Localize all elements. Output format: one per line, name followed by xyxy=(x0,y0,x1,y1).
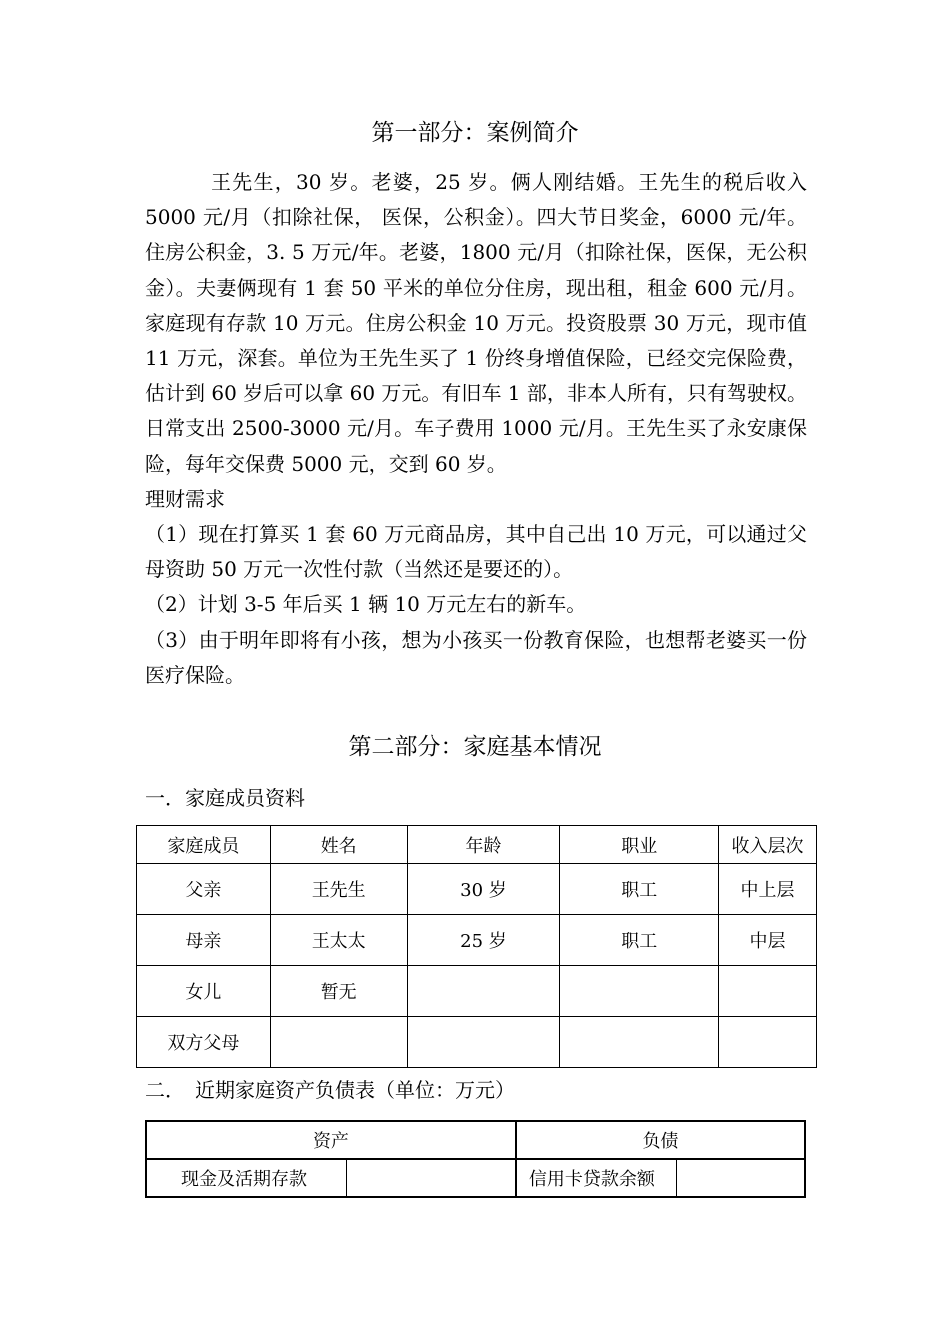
asset-value-cell xyxy=(346,1159,515,1197)
table-cell: 王太太 xyxy=(270,915,407,966)
table-row xyxy=(137,864,817,915)
case-intro-paragraph: 王先生，30 岁。老婆，25 岁。俩人刚结婚。王先生的税后收入 5000 元/月（扣除社保， 医保，公积金）。四大节日奖金，6000 元/年。住房公积金，3. 5 万元/年。老婆，1800 元/月（扣除社保，医保，无公积金）。夫妻俩现有 1 套 50 平米的单位分住房，现出租，租金 600 元/月。家庭现有存款 10 万元。住房公积金 10 万元。投资股票 30 万元，现市值 11 万元，深套。单位为王先生买了 1 份终身增值保险，已经交完保险费，估计到 60 岁后可以拿 60 万元。有旧车 1 部，非本人所有，只有驾驶权。日常支出 2500-3000 元/月。车子费用 1000 元/月。王先生买了永安康保险，每年交保费 5000 元，交到 60 岁。 xyxy=(145,170,807,476)
table-cell: 职工 xyxy=(560,915,719,966)
header-cell: 家庭成员 xyxy=(137,826,271,864)
header-cell: 年龄 xyxy=(407,826,560,864)
table-cell xyxy=(270,1017,407,1068)
need-item-2: （2）计划 3-5 年后买 1 辆 10 万元左右的新车。 xyxy=(145,592,587,617)
liabilities-header: 负债 xyxy=(516,1121,805,1159)
asset-label-cell: 现金及活期存款 xyxy=(146,1159,346,1197)
case-body xyxy=(145,165,807,693)
table-cell: 母亲 xyxy=(137,915,271,966)
assets-header: 资产 xyxy=(146,1121,516,1159)
family-members-table xyxy=(136,825,817,1068)
table-row xyxy=(137,1017,817,1068)
table-cell: 双方父母 xyxy=(137,1017,271,1068)
table-header-row xyxy=(137,826,817,864)
section-balance-label: 二． 近期家庭资产负债表（单位：万元） xyxy=(145,1078,515,1102)
balance-sheet-table xyxy=(145,1120,806,1198)
table-row xyxy=(146,1159,805,1197)
table-header-row xyxy=(146,1121,805,1159)
table-cell xyxy=(719,1017,817,1068)
table-cell: 父亲 xyxy=(137,864,271,915)
needs-heading: 理财需求 xyxy=(145,486,225,511)
table-cell: 30 岁 xyxy=(407,864,560,915)
table-cell: 中上层 xyxy=(719,864,817,915)
table-cell: 暂无 xyxy=(270,966,407,1017)
header-cell: 姓名 xyxy=(270,826,407,864)
table-cell: 王先生 xyxy=(270,864,407,915)
table-cell xyxy=(560,1017,719,1068)
table-cell xyxy=(719,966,817,1017)
need-item-3: （3）由于明年即将有小孩，想为小孩买一份教育保险，也想帮老婆买一份医疗保险。 xyxy=(145,627,807,687)
table-cell: 职工 xyxy=(560,864,719,915)
table-cell xyxy=(560,966,719,1017)
table-cell: 女儿 xyxy=(137,966,271,1017)
header-cell: 收入层次 xyxy=(719,826,817,864)
part2-title: 第二部分：家庭基本情况 xyxy=(348,734,602,760)
table-cell xyxy=(407,966,560,1017)
table-cell xyxy=(407,1017,560,1068)
need-item-1: （1）现在打算买 1 套 60 万元商品房，其中自己出 10 万元，可以通过父母资助 50 万元一次性付款（当然还是要还的）。 xyxy=(145,522,807,582)
header-cell: 职业 xyxy=(560,826,719,864)
part1-title: 第一部分：案例简介 xyxy=(371,120,579,146)
table-cell: 25 岁 xyxy=(407,915,560,966)
table-row xyxy=(137,915,817,966)
section-family-label: 一．家庭成员资料 xyxy=(145,786,305,810)
table-row xyxy=(137,966,817,1017)
table-cell: 中层 xyxy=(719,915,817,966)
liability-value-cell xyxy=(676,1159,805,1197)
liability-label-cell: 信用卡贷款余额 xyxy=(516,1159,677,1197)
